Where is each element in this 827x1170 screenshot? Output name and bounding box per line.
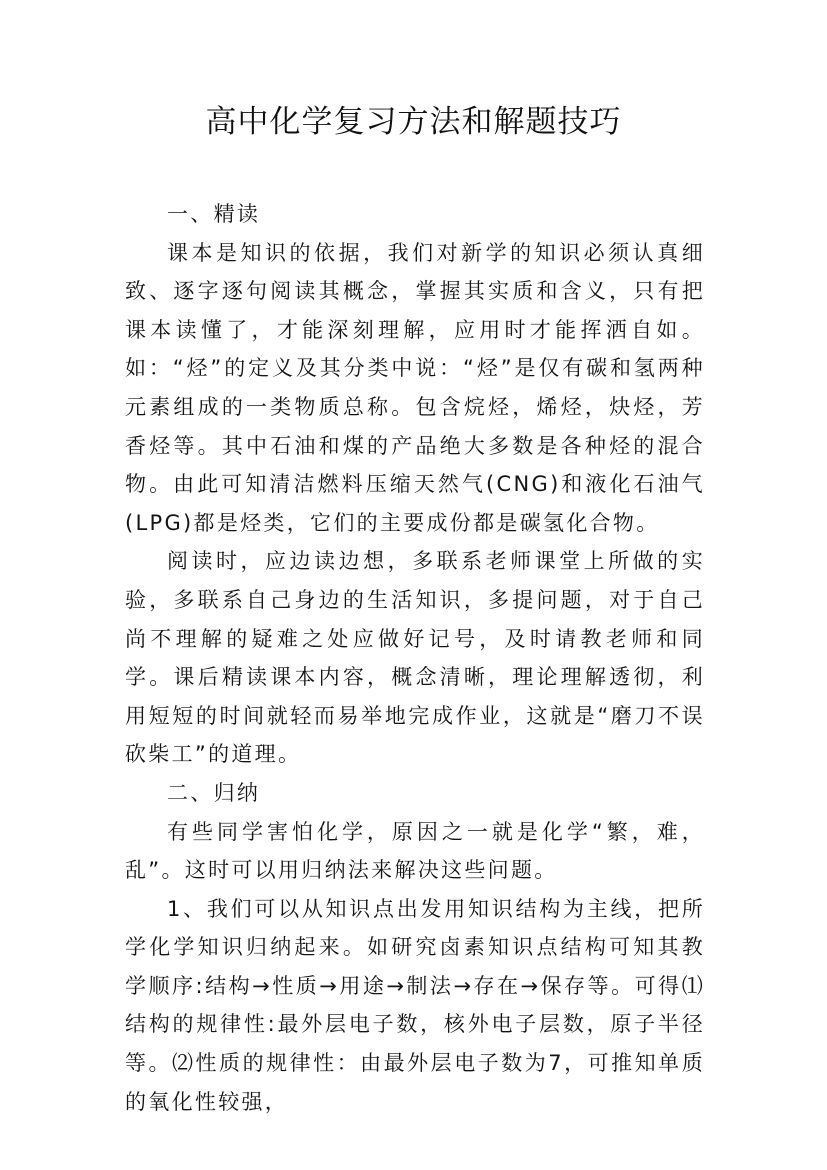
document-title: 高中化学复习方法和解题技巧 <box>205 104 622 140</box>
paragraph: 课本是知识的依据，我们对新学的知识必须认真细致、逐字逐句阅读其概念，掌握其实质和含义，只有把课本读懂了，才能深刻理解，应用时才能挥洒自如。如：“烃”的定义及其分类中说：“烃”是仅有碳和氢两种元素组成的一类物质总称。包含烷烃，烯烃，炔烃，芳香烃等。其中石油和煤的产品绝大多数是各种烃的混合物。由此可知清洁燃料压缩天然气(CNG)和液化石油气(LPG)都是烃类，它们的主要成份都是碳氢化合物。 <box>125 240 705 535</box>
document-body <box>125 195 705 1121</box>
paragraph: 阅读时，应边读边想，多联系老师课堂上所做的实验，多联系自己身边的生活知识，多提问题，对于自己尚不理解的疑难之处应做好记号，及时请教老师和同学。课后精读课本内容，概念清晰，理论理解透彻，利用短短的时间就轻而易举地完成作业，这就是“磨刀不误砍柴工”的道理。 <box>125 549 705 767</box>
section-heading-jingdu: 一、精读 <box>167 202 261 226</box>
section-heading-guina: 二、归纳 <box>167 780 261 805</box>
paragraph: 1、我们可以从知识点出发用知识结构为主线，把所学化学知识归纳起来。如研究卤素知识点结构可知其教学顺序:结构→性质→用途→制法→存在→保存等。可得⑴结构的规律性:最外层电子数，核外电子层数，原子半径等。⑵性质的规律性：由最外层电子数为7，可推知单质的氧化性较强， <box>125 896 705 1114</box>
paragraph: 有些同学害怕化学，原因之一就是化学“繁，难，乱”。这时可以用归纳法来解决这些问题。 <box>125 819 705 883</box>
